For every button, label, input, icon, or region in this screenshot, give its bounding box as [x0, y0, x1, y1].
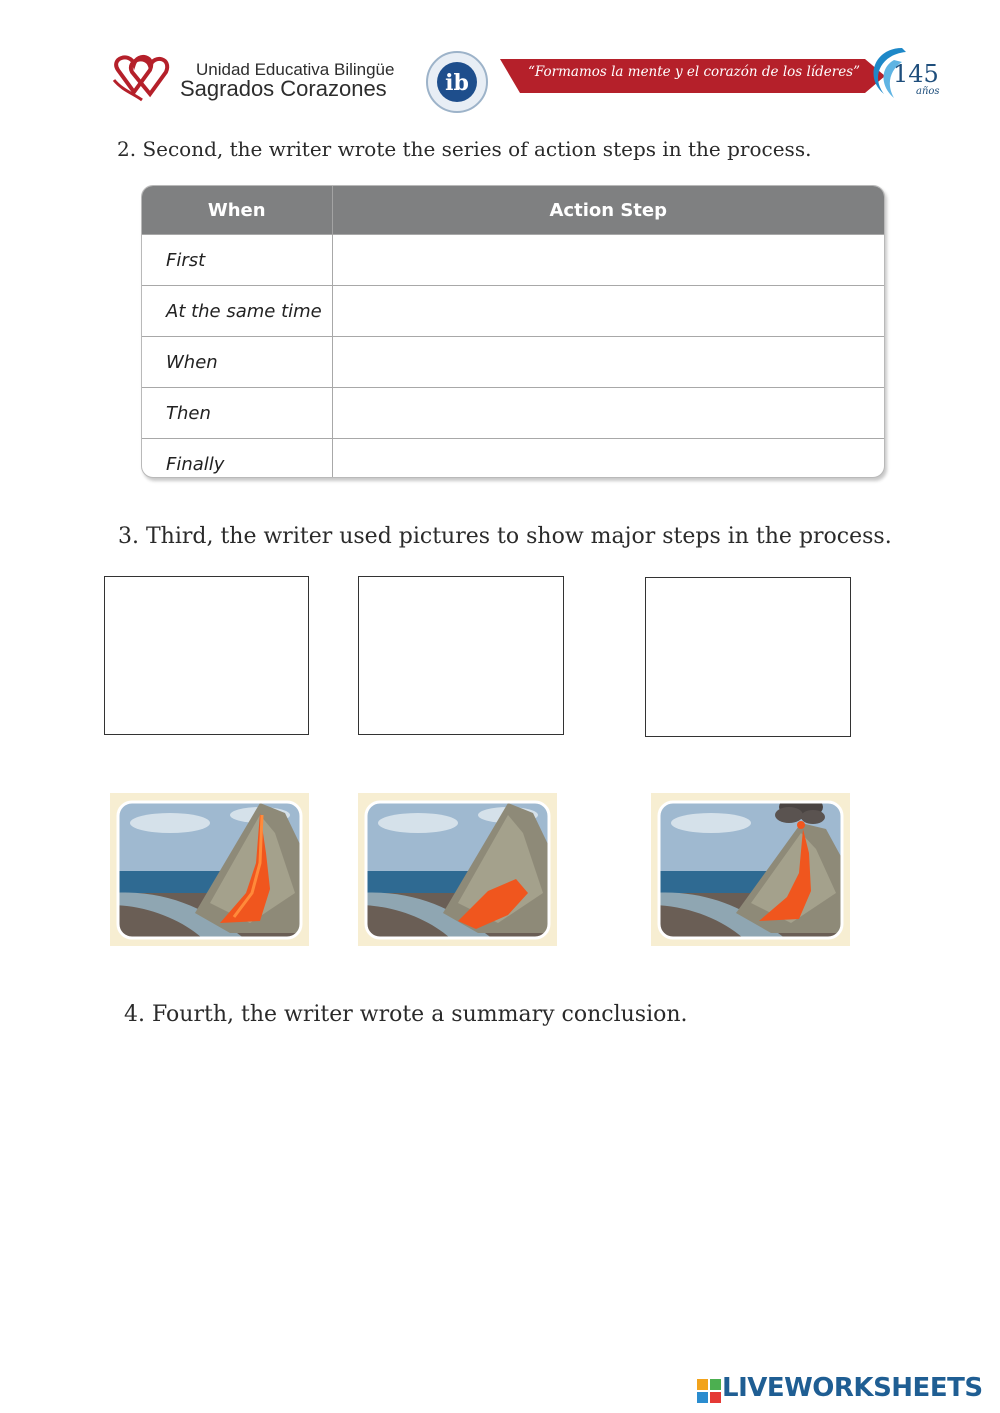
- table-row: [142, 388, 884, 439]
- when-cell: Then: [142, 388, 332, 439]
- anniversary-number: 145: [893, 60, 939, 88]
- volcano-magma-rising-image[interactable]: [110, 793, 309, 946]
- section2-instruction: 2. Second, the writer wrote the series of action steps in the process.: [117, 137, 812, 161]
- liveworksheets-brand: LIVEWORKSHEETS: [722, 1373, 983, 1403]
- section4-instruction: 4. Fourth, the writer wrote a summary conclusion.: [124, 1002, 688, 1027]
- drop-target-box-3[interactable]: [645, 577, 851, 737]
- action-step-cell[interactable]: [332, 235, 884, 286]
- when-cell: When: [142, 337, 332, 388]
- section3-instruction: 3. Third, the writer used pictures to show major steps in the process.: [118, 524, 892, 549]
- liveworksheets-logo-icon: [697, 1379, 721, 1403]
- when-cell: At the same time: [142, 286, 332, 337]
- table-row: [142, 235, 884, 286]
- school-heart-logo-icon: [108, 50, 172, 104]
- school-name-line1: Unidad Educativa Bilingüe: [196, 60, 395, 79]
- action-step-cell[interactable]: [332, 439, 884, 479]
- action-step-cell[interactable]: [332, 337, 884, 388]
- volcano-erupting-image[interactable]: [651, 793, 850, 946]
- when-cell: First: [142, 235, 332, 286]
- when-cell: Finally: [142, 439, 332, 479]
- column-header-when: When: [142, 186, 332, 235]
- anniversary-label: años: [916, 86, 940, 97]
- action-step-cell[interactable]: [332, 286, 884, 337]
- drop-target-box-1[interactable]: [104, 576, 309, 735]
- table-row: [142, 439, 884, 479]
- motto-text: “Formamos la mente y el corazón de los líderes”: [528, 64, 861, 80]
- action-steps-table: [141, 185, 885, 478]
- column-header-action-step: Action Step: [332, 186, 884, 235]
- action-step-cell[interactable]: [332, 388, 884, 439]
- school-name-line2: Sagrados Corazones: [180, 76, 387, 101]
- table-row: [142, 337, 884, 388]
- volcano-magma-chamber-image[interactable]: [358, 793, 557, 946]
- table-row: [142, 286, 884, 337]
- drop-target-box-2[interactable]: [358, 576, 564, 735]
- ib-seal-icon: [425, 50, 489, 114]
- ib-seal-text: ib: [445, 70, 469, 96]
